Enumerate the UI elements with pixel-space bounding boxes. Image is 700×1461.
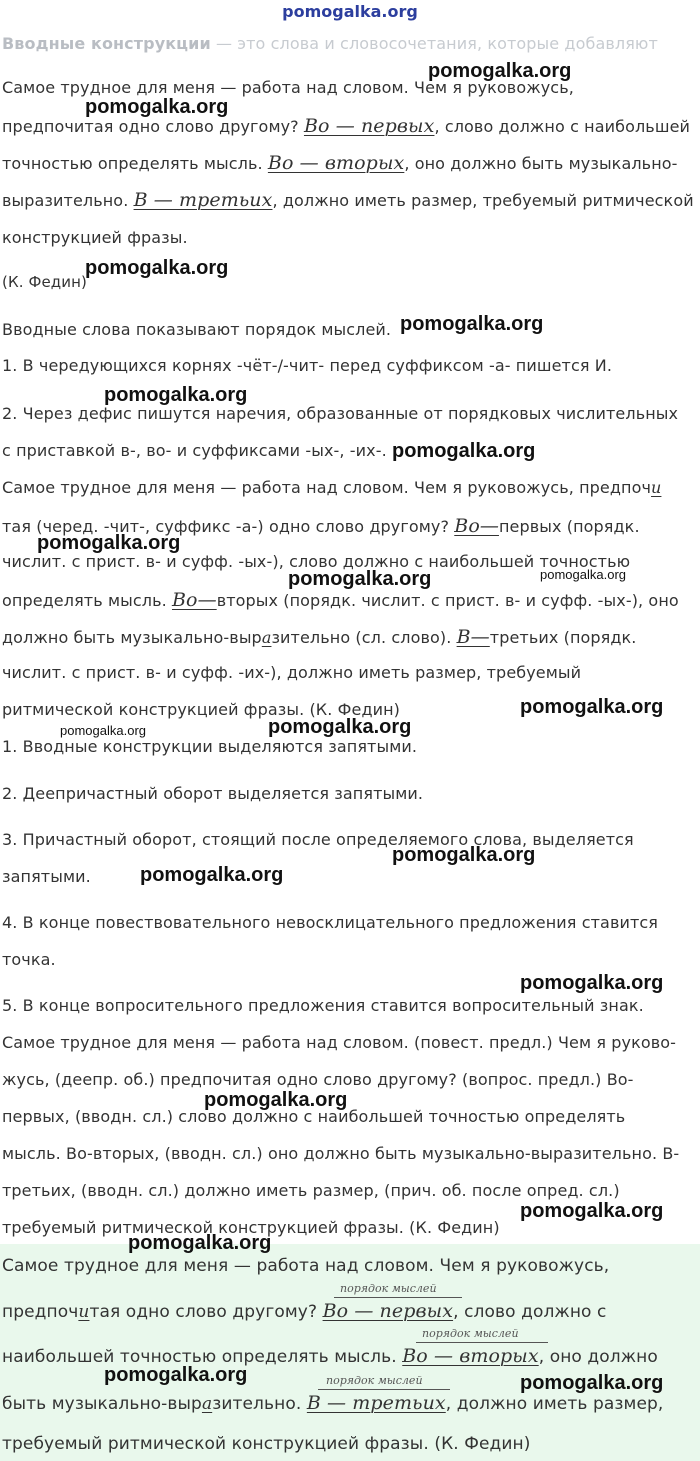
watermark: pomogalka.org xyxy=(85,96,229,118)
marked-letter-a: а xyxy=(261,628,272,647)
order-note-2: порядок мыслей xyxy=(422,1327,519,1340)
final-marked-i: и xyxy=(78,1302,90,1322)
quote3-line4: мысль. Во-вторых, (вводн. сл.) оно должно быть музыкально-выразительно. В- xyxy=(2,1144,680,1163)
quote3-line5: третьих, (вводн. сл.) должно иметь размер, (прич. об. после опред. сл.) xyxy=(2,1181,620,1200)
text-span: наибольшей точностью определять мысль. xyxy=(2,1347,403,1367)
quote3-line6: требуемый ритмической конструкцией фразы. (К. Федин) xyxy=(2,1218,500,1237)
order-bracket-1 xyxy=(334,1297,462,1298)
rule2-5: 5. В конце вопросительного предложения ставится вопросительный знак. xyxy=(2,996,644,1015)
marked-letter-i: и xyxy=(651,478,662,497)
watermark: pomogalka.org xyxy=(520,972,664,994)
text-span: предпоч xyxy=(2,1302,79,1322)
quote2-line6: числит. с прист. в- и суфф. -их-), должно иметь размер, требуемый xyxy=(2,663,582,682)
text-span: третьих (порядк. xyxy=(489,628,637,647)
text-span: первых (порядк. xyxy=(498,517,640,536)
text-span: Самое трудное для меня — работа над словом. Чем я руковожусь, предпоч xyxy=(2,478,652,497)
text-span: , слово должно с наибольшей xyxy=(434,117,691,136)
watermark: pomogalka.org xyxy=(400,313,544,335)
final-line2 xyxy=(2,1300,607,1322)
order-bracket-2 xyxy=(416,1342,548,1343)
text-span: тая одно слово другому? xyxy=(89,1302,323,1322)
watermark: pomogalka.org xyxy=(428,60,572,82)
rule-2a: 2. Через дефис пишутся наречия, образованные от порядковых числительных xyxy=(2,404,679,423)
text-span: предпочитая одно слово другому? xyxy=(2,117,304,136)
quote2-line4 xyxy=(2,589,679,611)
order-sentence: Вводные слова показывают порядок мыслей. xyxy=(2,320,392,339)
final-line1: Самое трудное для меня — работа над словом. Чем я руковожусь, xyxy=(2,1256,610,1276)
watermark: pomogalka.org xyxy=(204,1089,348,1111)
quote3-line1: Самое трудное для меня — работа над словом. (повест. предл.) Чем я руково- xyxy=(2,1033,677,1052)
watermark: pomogalka.org xyxy=(540,567,626,582)
text-span: выразительно. xyxy=(2,191,134,210)
text-span: тая (черед. -чит-, суффикс -а-) одно слово другому? xyxy=(2,517,455,536)
rule2-4b: точка. xyxy=(2,950,56,969)
quote2-line3: числит. с прист. в- и суфф. -ых-), слово должно с наибольшей точностью xyxy=(2,552,631,571)
rule2-4a: 4. В конце повествовательного невосклицательного предложения ставится xyxy=(2,913,659,932)
rule-1: 1. В чередующихся корнях -чёт-/-чит- перед суффиксом -а- пишется И. xyxy=(2,356,613,375)
text-span: зительно (сл. слово). xyxy=(271,628,457,647)
watermark: pomogalka.org xyxy=(288,568,432,590)
quote1-line5: конструкцией фразы. xyxy=(2,228,188,247)
watermark: pomogalka.org xyxy=(85,257,229,279)
order-bracket-3 xyxy=(318,1389,450,1390)
watermark: pomogalka.org xyxy=(520,696,664,718)
marked-vo-1: Во— xyxy=(454,515,499,537)
watermark: pomogalka.org xyxy=(128,1232,272,1254)
text-span: быть музыкально-выр xyxy=(2,1394,202,1414)
order-note-3: порядок мыслей xyxy=(326,1374,423,1387)
quote2-line1 xyxy=(2,478,661,497)
watermark: pomogalka.org xyxy=(520,1200,664,1222)
intro-rest: — это слова и словосочетания, которые добавляют xyxy=(210,34,658,53)
text-span: , должно иметь размер, xyxy=(445,1394,664,1414)
text-span: должно быть музыкально-выр xyxy=(2,628,262,647)
watermark: pomogalka.org xyxy=(392,440,536,462)
quote1-line1: Самое трудное для меня — работа над словом. Чем я руковожусь, xyxy=(2,78,574,97)
text-span: точностью определять мысль. xyxy=(2,154,268,173)
rule-2b: с приставкой в-, во- и суффиксами -ых-, -их-. xyxy=(2,441,387,460)
rule2-1: 1. Вводные конструкции выделяются запятыми. xyxy=(2,737,418,756)
text-span: , должно иметь размер, требуемый ритмической xyxy=(272,191,694,210)
intro-word-second: Во — вторых xyxy=(267,152,405,174)
watermark: pomogalka.org xyxy=(60,723,146,738)
watermark: pomogalka.org xyxy=(268,716,412,738)
watermark: pomogalka.org xyxy=(520,1372,664,1394)
quote3-line3: первых, (вводн. сл.) слово должно с наибольшей точностью определять xyxy=(2,1107,626,1126)
text-span: , оно должно быть музыкально- xyxy=(404,154,678,173)
watermark: pomogalka.org xyxy=(104,384,248,406)
intro-bold: Вводные конструкции xyxy=(2,34,211,53)
watermark: pomogalka.org xyxy=(140,864,284,886)
watermark: pomogalka.org xyxy=(104,1364,248,1386)
intro-word-first: Во — первых xyxy=(303,115,435,137)
quote2-line7: ритмической конструкцией фразы. (К. Федин) xyxy=(2,700,401,719)
quote2-line5 xyxy=(2,626,637,648)
final-intro-second: Во — вторых xyxy=(402,1345,539,1367)
text-span: вторых (порядк. числит. с прист. в- и суфф. -ых-), оно xyxy=(216,591,679,610)
text-span: определять мысль. xyxy=(2,591,172,610)
final-intro-third: В — третьих xyxy=(306,1392,446,1414)
rule2-3a: 3. Причастный оборот, стоящий после определяемого слова, выделяется xyxy=(2,830,634,849)
final-line5: требуемый ритмической конструкцией фразы. (К. Федин) xyxy=(2,1434,531,1454)
rule2-3b: запятыми. xyxy=(2,867,91,886)
final-marked-a: а xyxy=(201,1394,213,1414)
quote3-line2: жусь, (деепр. об.) предпочитая одно слово другому? (вопрос. предл.) Во- xyxy=(2,1070,634,1089)
final-intro-first: Во — первых xyxy=(322,1300,454,1322)
header-watermark: pomogalka.org xyxy=(282,2,418,21)
text-span: зительно. xyxy=(212,1394,307,1414)
rule2-2: 2. Деепричастный оборот выделяется запятыми. xyxy=(2,784,424,803)
intro-word-third: В — третьих xyxy=(133,189,273,211)
watermark: pomogalka.org xyxy=(37,532,181,554)
final-line4 xyxy=(2,1392,663,1414)
order-note-1: порядок мыслей xyxy=(340,1282,437,1295)
quote1-line3 xyxy=(2,152,678,174)
marked-vo-2: Во— xyxy=(171,589,217,611)
marked-v: В— xyxy=(456,626,490,648)
intro-line xyxy=(2,34,658,53)
text-span: , слово должно с xyxy=(453,1302,607,1322)
text-span: , оно должно xyxy=(538,1347,658,1367)
final-line3 xyxy=(2,1345,658,1367)
quote1-line4 xyxy=(2,189,694,211)
watermark: pomogalka.org xyxy=(392,844,536,866)
quote1-author: (К. Федин) xyxy=(2,273,87,291)
